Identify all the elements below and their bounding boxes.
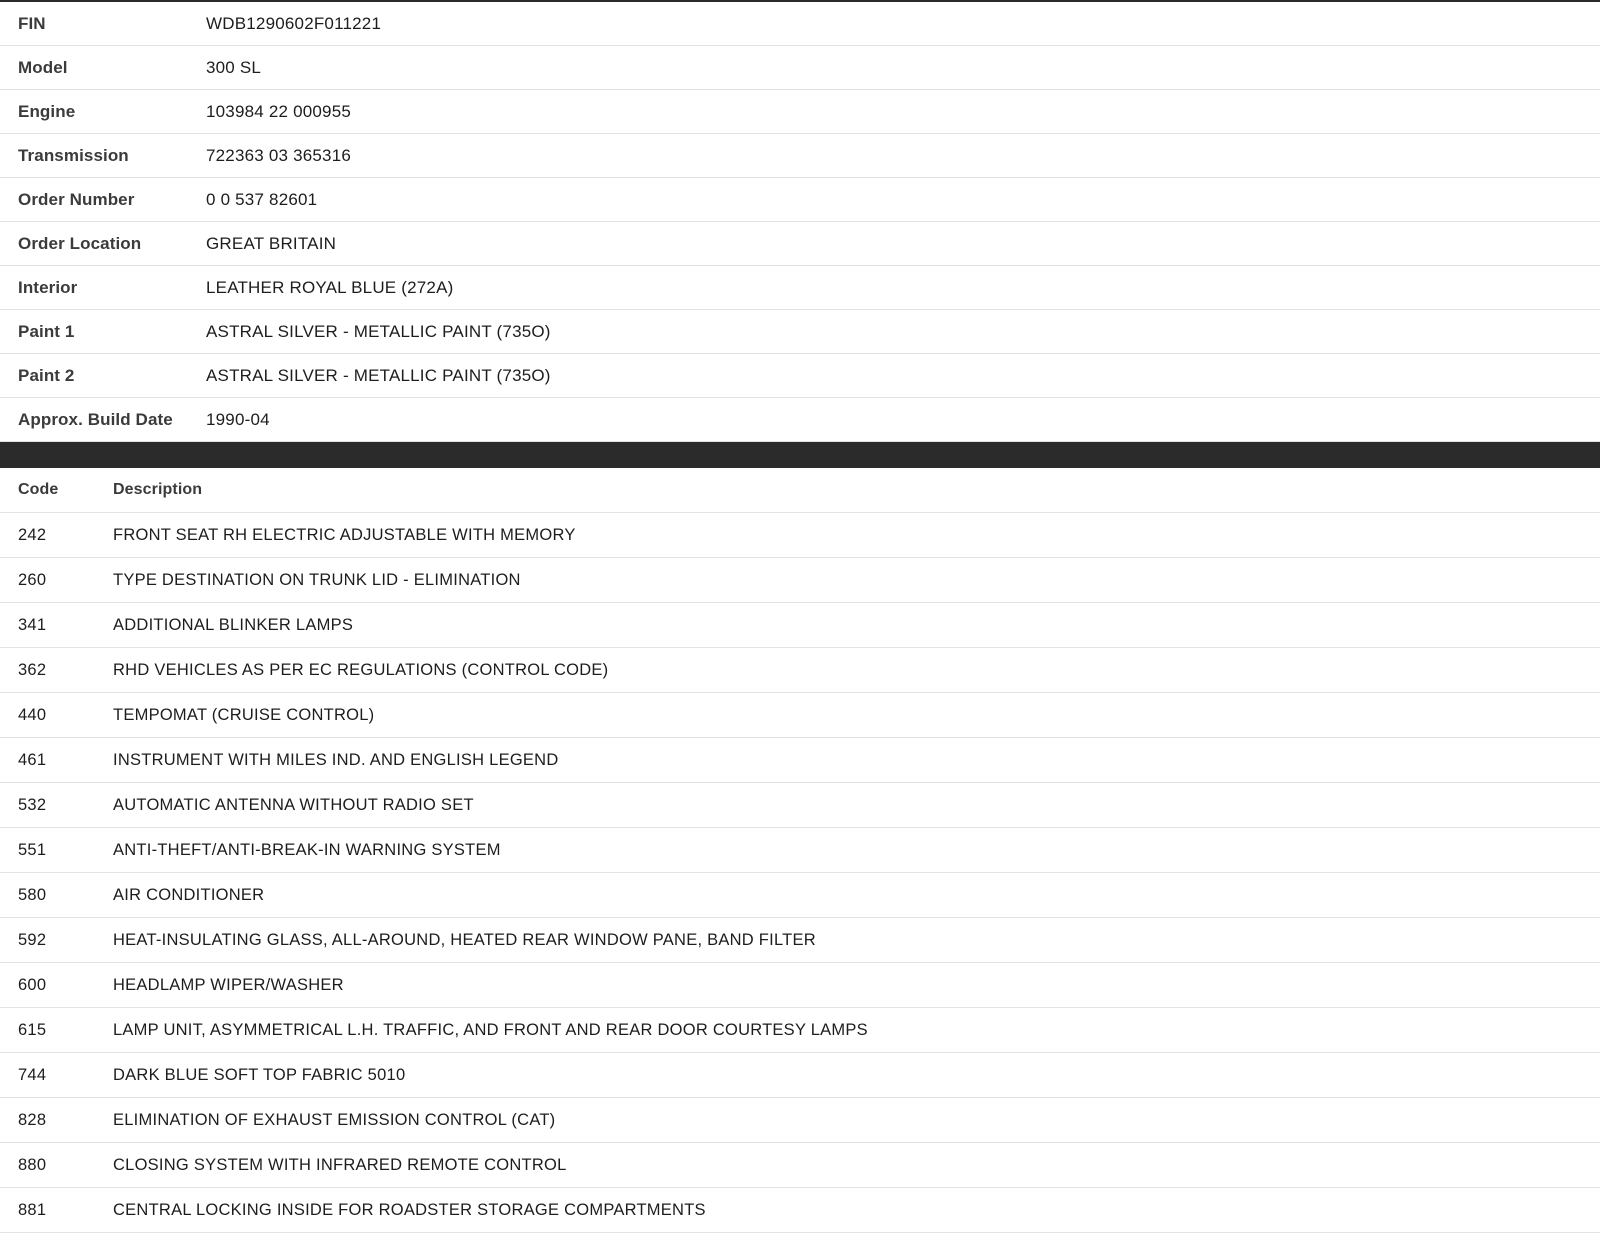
table-row (0, 1008, 1600, 1053)
option-description: TEMPOMAT (CRUISE CONTROL) (113, 706, 375, 724)
option-description: ELIMINATION OF EXHAUST EMISSION CONTROL (CAT) (113, 1111, 556, 1129)
spec-label: Transmission (18, 146, 129, 165)
table-row (0, 918, 1600, 963)
spec-row (0, 134, 1600, 178)
option-description: ADDITIONAL BLINKER LAMPS (113, 616, 354, 634)
option-description: CLOSING SYSTEM WITH INFRARED REMOTE CONTROL (113, 1156, 567, 1174)
option-code: 615 (18, 1021, 47, 1039)
table-row (0, 513, 1600, 558)
section-divider-band (0, 442, 1600, 468)
option-code: 592 (18, 931, 47, 949)
option-code: 260 (18, 571, 47, 589)
spec-row (0, 310, 1600, 354)
option-code: 341 (18, 616, 47, 634)
table-row (0, 873, 1600, 918)
spec-row (0, 178, 1600, 222)
option-codes-table (0, 468, 1600, 1233)
table-row (0, 1188, 1600, 1233)
option-code: 551 (18, 841, 47, 859)
spec-value: LEATHER ROYAL BLUE (272A) (206, 278, 454, 297)
spec-label: Order Number (18, 190, 135, 209)
spec-value: 0 0 537 82601 (206, 190, 318, 209)
spec-value: WDB1290602F011221 (206, 14, 382, 33)
option-description: TYPE DESTINATION ON TRUNK LID - ELIMINATION (113, 571, 521, 589)
option-description: CENTRAL LOCKING INSIDE FOR ROADSTER STORAGE COMPARTMENTS (113, 1201, 706, 1219)
table-row (0, 738, 1600, 783)
option-description: DARK BLUE SOFT TOP FABRIC 5010 (113, 1066, 406, 1084)
spec-row (0, 398, 1600, 442)
table-row (0, 693, 1600, 738)
spec-label: Paint 2 (18, 366, 75, 385)
spec-value: 1990-04 (206, 410, 270, 429)
spec-value: ASTRAL SILVER - METALLIC PAINT (735O) (206, 322, 551, 341)
option-code: 828 (18, 1111, 47, 1129)
spec-value: ASTRAL SILVER - METALLIC PAINT (735O) (206, 366, 551, 385)
option-description: LAMP UNIT, ASYMMETRICAL L.H. TRAFFIC, AND FRONT AND REAR DOOR COURTESY LAMPS (113, 1021, 868, 1039)
spec-value: 300 SL (206, 58, 262, 77)
option-code: 362 (18, 661, 47, 679)
option-code: 532 (18, 796, 47, 814)
table-row (0, 963, 1600, 1008)
option-code: 440 (18, 706, 47, 724)
column-header-description: Description (113, 481, 203, 498)
option-codes-header-row (0, 468, 1600, 513)
option-code: 461 (18, 751, 47, 769)
table-row (0, 1053, 1600, 1098)
spec-value: 722363 03 365316 (206, 146, 352, 165)
spec-label: Interior (18, 278, 78, 297)
spec-row (0, 266, 1600, 310)
spec-row (0, 1, 1600, 46)
option-code: 744 (18, 1066, 47, 1084)
spec-row (0, 222, 1600, 266)
spec-label: Paint 1 (18, 322, 75, 341)
table-row (0, 783, 1600, 828)
table-row (0, 1143, 1600, 1188)
table-row (0, 1098, 1600, 1143)
spec-label: Engine (18, 102, 76, 121)
option-code: 881 (18, 1201, 47, 1219)
spec-value: 103984 22 000955 (206, 102, 352, 121)
table-row (0, 648, 1600, 693)
spec-label: FIN (18, 14, 46, 33)
option-code: 880 (18, 1156, 47, 1174)
option-description: INSTRUMENT WITH MILES IND. AND ENGLISH LEGEND (113, 751, 559, 769)
option-description: AIR CONDITIONER (113, 886, 265, 904)
spec-label: Model (18, 58, 68, 77)
spec-row (0, 90, 1600, 134)
option-code: 600 (18, 976, 47, 994)
option-description: FRONT SEAT RH ELECTRIC ADJUSTABLE WITH MEMORY (113, 526, 576, 544)
table-row (0, 603, 1600, 648)
spec-label: Order Location (18, 234, 142, 253)
option-description: AUTOMATIC ANTENNA WITHOUT RADIO SET (113, 796, 474, 814)
option-description: ANTI-THEFT/ANTI-BREAK-IN WARNING SYSTEM (113, 841, 501, 859)
spec-label: Approx. Build Date (18, 410, 173, 429)
table-row (0, 558, 1600, 603)
column-header-code: Code (18, 481, 59, 498)
spec-row (0, 354, 1600, 398)
spec-row (0, 46, 1600, 90)
spec-value: GREAT BRITAIN (206, 234, 337, 253)
option-code: 580 (18, 886, 47, 904)
option-description: HEADLAMP WIPER/WASHER (113, 976, 344, 994)
table-row (0, 828, 1600, 873)
option-description: HEAT-INSULATING GLASS, ALL-AROUND, HEATED REAR WINDOW PANE, BAND FILTER (113, 931, 816, 949)
option-code: 242 (18, 526, 47, 544)
option-description: RHD VEHICLES AS PER EC REGULATIONS (CONTROL CODE) (113, 661, 609, 679)
vehicle-spec-table (0, 0, 1600, 442)
